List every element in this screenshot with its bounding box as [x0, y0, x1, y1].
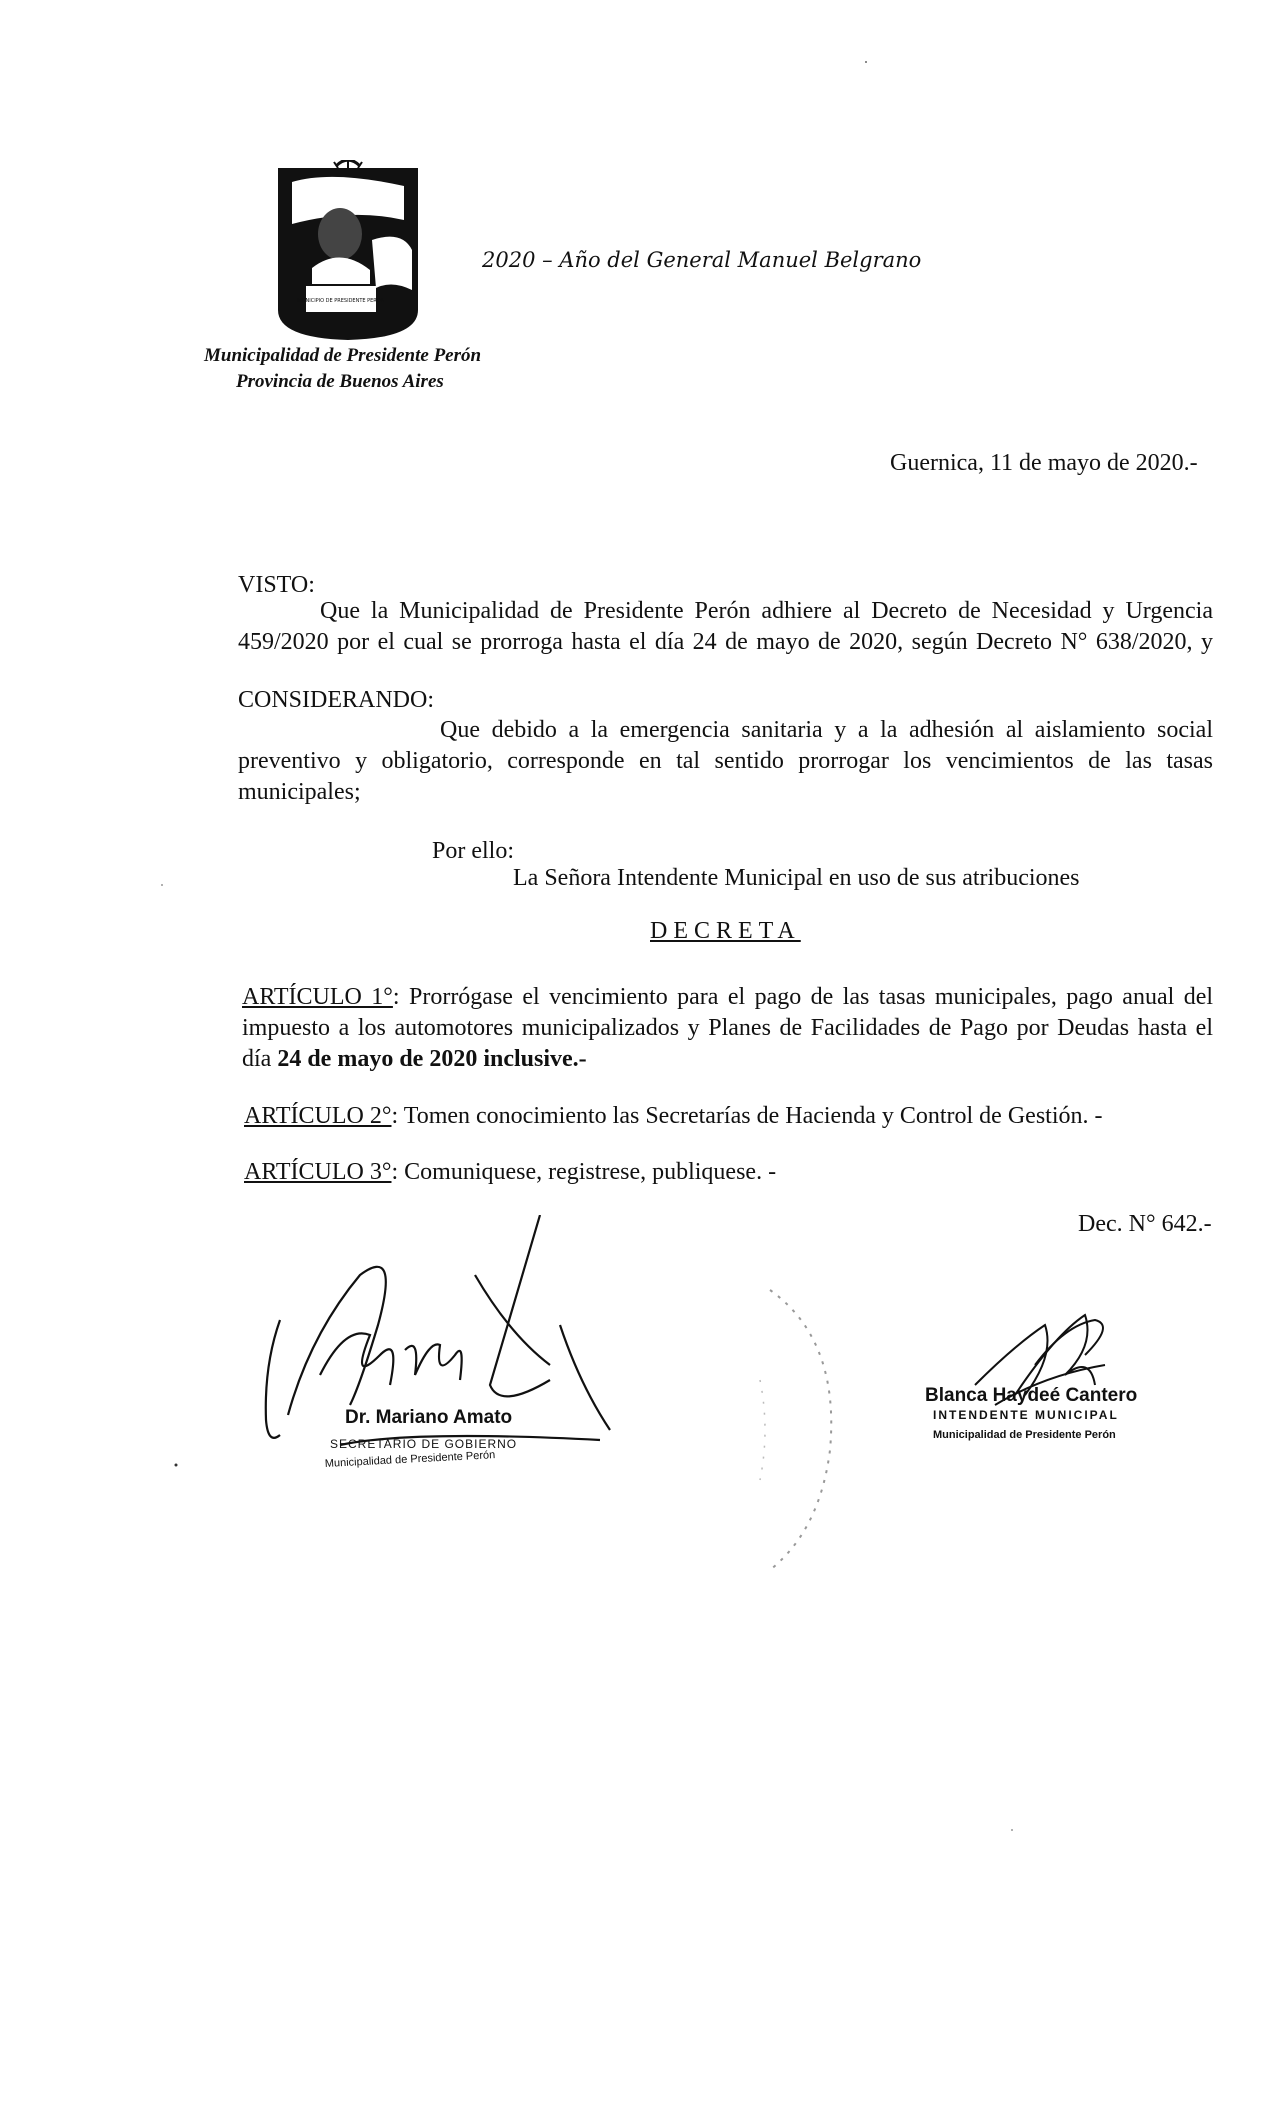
visto-line-1: Que la Municipalidad de Presidente Perón adhiere al Decreto de Necesidad y Urgencia [320, 598, 1213, 624]
articulo-1-text: : Prorrógase el vencimiento para el pago de las tasas municipales, pago anual del [392, 984, 1214, 1010]
signature-right-org: Municipalidad de Presidente Perón [933, 1429, 1116, 1441]
considerando-line-3: municipales; [238, 779, 361, 805]
signature-left-name: Dr. Mariano Amato [345, 1407, 513, 1428]
articulo-1-line-2: impuesto a los automotores municipalizados y Planes de Facilidades de Pago por Deudas hasta el [242, 1015, 1213, 1041]
por-ello-text: Por ello: [432, 838, 514, 864]
considerando-label: CONSIDERANDO: [238, 687, 435, 713]
municipality-name: Municipalidad de Presidente Perón [204, 345, 482, 366]
articulo-1-deadline: 24 de mayo de 2020 inclusive.- [277, 1046, 587, 1072]
intendente-clause: La Señora Intendente Municipal en uso de sus atribuciones [513, 865, 1080, 891]
year-motto: 2020 – Año del General Manuel Belgrano [482, 248, 922, 272]
articulo-1-label: ARTÍCULO 1° [242, 984, 393, 1010]
articulo-1-day-prefix: día [242, 1046, 278, 1072]
place-date: Guernica, 11 de mayo de 2020.- [890, 450, 1198, 476]
considerando-line-1: Que debido a la emergencia sanitaria y a la adhesión al aislamiento social [440, 717, 1213, 743]
signature-left-org: Municipalidad de Presidente Perón [324, 1449, 496, 1470]
considerando-line-2: preventivo y obligatorio, corresponde en tal sentido prorrogar los vencimientos de las tasas [238, 748, 1213, 774]
articulo-3-label: ARTÍCULO 3° [244, 1159, 392, 1185]
articulo-3-text: : Comuniquese, registrese, publiquese. - [391, 1159, 777, 1185]
articulo-2-text: : Tomen conocimiento las Secretarías de Hacienda y Control de Gestión. - [391, 1103, 1103, 1129]
signature-right-title: INTENDENTE MUNICIPAL [933, 1408, 1119, 1422]
decreta-heading: DECRETA [650, 918, 801, 944]
decree-number: Dec. N° 642.- [1078, 1211, 1212, 1237]
visto-line-2: 459/2020 por el cual se prorroga hasta el día 24 de mayo de 2020, según Decreto N° 638/2020, y [238, 629, 1213, 655]
crest-caption: MUNICIPIO DE PRESIDENTE PERON [297, 298, 385, 304]
signature-left-title: SECRETARIO DE GOBIERNO [330, 1437, 518, 1451]
visto-label: VISTO: [238, 572, 315, 598]
signature-right-name: Blanca Haydeé Cantero [925, 1385, 1138, 1406]
articulo-2-label: ARTÍCULO 2° [244, 1103, 392, 1129]
province-name: Provincia de Buenos Aires [236, 371, 444, 392]
